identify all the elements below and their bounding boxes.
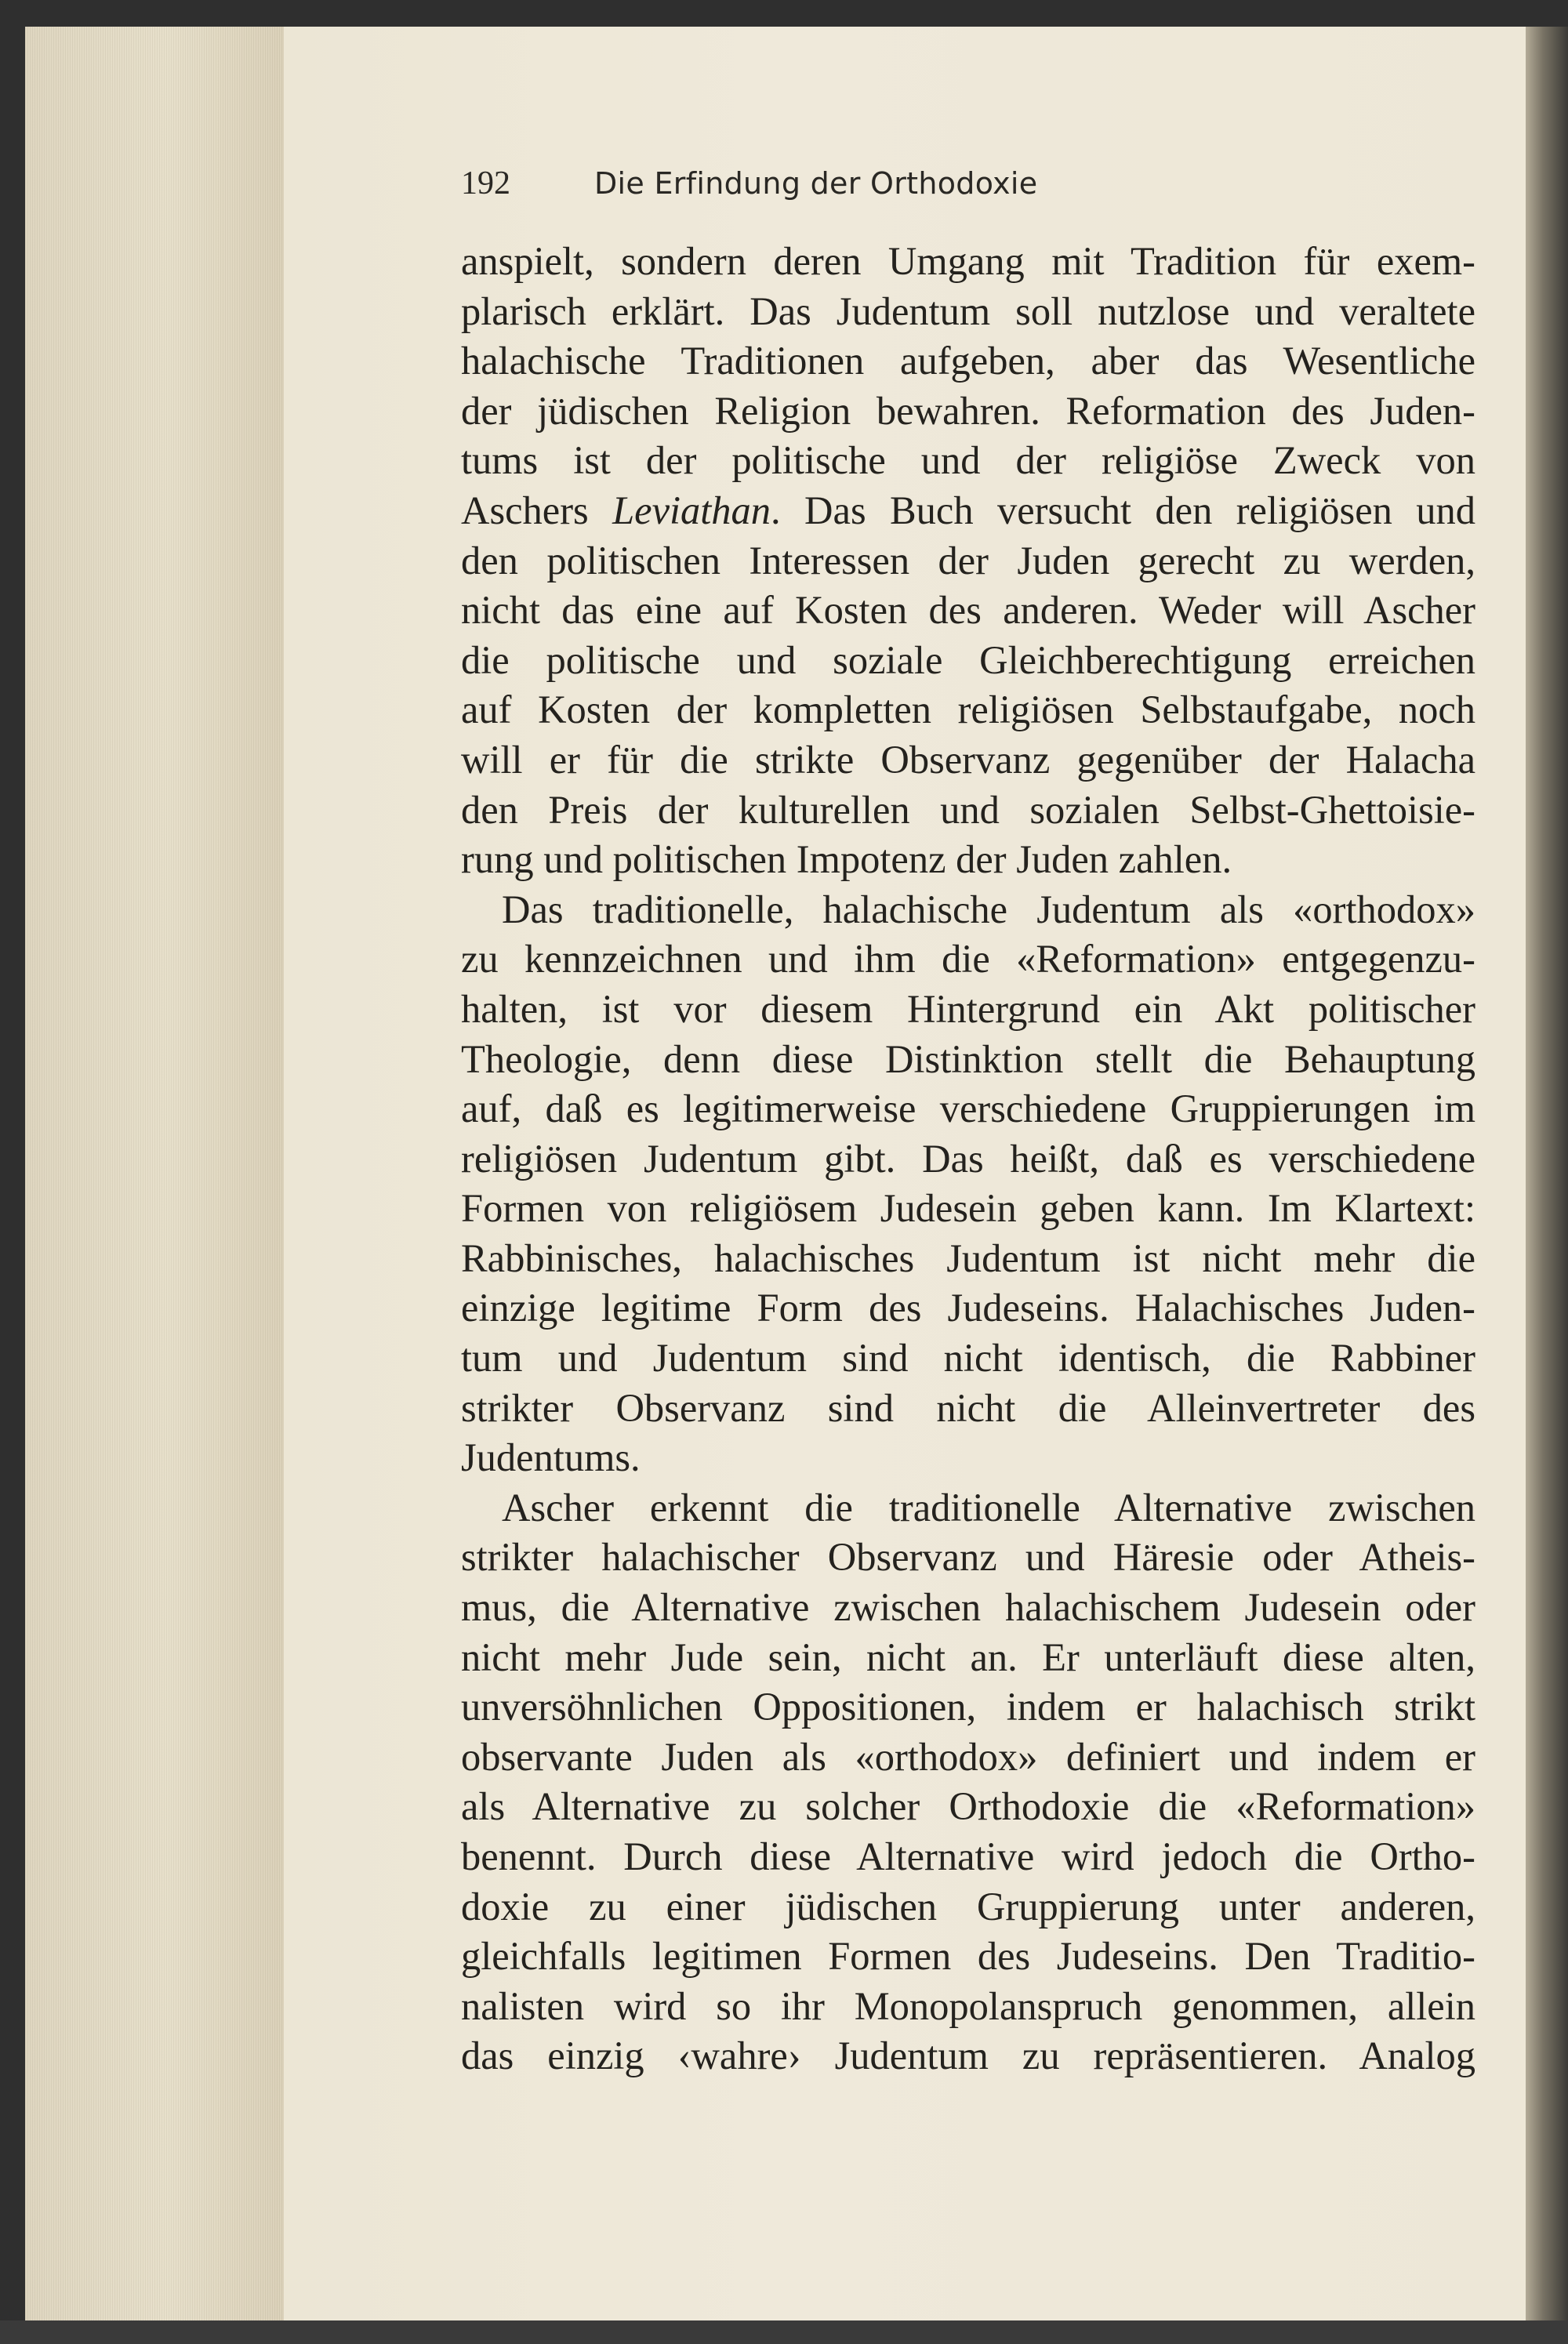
text-line: doxie zu einer jüdischen Gruppierung unter anderen, bbox=[461, 1884, 1475, 1929]
text-line: der jüdischen Religion bewahren. Reformation des Juden- bbox=[461, 388, 1475, 433]
text-line: tum und Judentum sind nicht identisch, die Rabbiner bbox=[461, 1336, 1475, 1381]
text-line: zu kennzeichnen und ihm die «Reformation» entgegenzu- bbox=[461, 937, 1475, 982]
text-line: Theologie, denn diese Distinktion stellt die Behauptung bbox=[461, 1036, 1475, 1081]
running-head-title: Die Erfindung der Orthodoxie bbox=[594, 166, 1038, 201]
text-line: Judentums. bbox=[461, 1435, 641, 1480]
text-line: unversöhnlichen Oppositionen, indem er halachisch strikt bbox=[461, 1685, 1475, 1729]
text-line: plarisch erklärt. Das Judentum soll nutzlose und veraltete bbox=[461, 288, 1475, 333]
text-line: will er für die strikte Observanz gegenüber der Halacha bbox=[461, 737, 1475, 782]
book-title-italic: Leviathan bbox=[612, 488, 771, 532]
text-line: auf Kosten der kompletten religiösen Selbstaufgabe, noch bbox=[461, 688, 1475, 732]
body-text bbox=[461, 237, 1475, 2081]
text-line: nicht mehr Jude sein, nicht an. Er unterläuft diese alten, bbox=[461, 1635, 1475, 1679]
running-head bbox=[461, 165, 1037, 202]
text-line: den politischen Interessen der Juden gerecht zu werden, bbox=[461, 538, 1475, 582]
text-line: nicht das eine auf Kosten des anderen. Weder will Ascher bbox=[461, 588, 1475, 633]
text-line: Ascher erkennt die traditionelle Alternative zwischen bbox=[502, 1485, 1475, 1529]
text-line: mus, die Alternative zwischen halachischem Judesein oder bbox=[461, 1585, 1475, 1630]
text-line: anspielt, sondern deren Umgang mit Tradition für exem- bbox=[461, 239, 1475, 283]
text-line: einzige legitime Form des Judeseins. Halachisches Juden- bbox=[461, 1286, 1475, 1330]
text-line: den Preis der kulturellen und sozialen Selbst-Ghettoisie- bbox=[461, 787, 1475, 832]
text-line: auf, daß es legitimerweise verschiedene Gruppierungen im bbox=[461, 1087, 1475, 1131]
paragraph-1 bbox=[461, 237, 1475, 885]
text-fragment: . Das Buch versucht den religiösen und bbox=[771, 488, 1475, 532]
text-line: religiösen Judentum gibt. Das heißt, daß es verschiedene bbox=[461, 1136, 1475, 1181]
text-line: die politische und soziale Gleichberechtigung erreichen bbox=[461, 637, 1475, 682]
text-line: nalisten wird so ihr Monopolanspruch genommen, allein bbox=[461, 1983, 1475, 2028]
text-line-with-title bbox=[461, 486, 1475, 536]
text-line: strikter Observanz sind nicht die Alleinvertreter des bbox=[461, 1385, 1475, 1430]
text-line: rung und politischen Impotenz der Juden zahlen. bbox=[461, 837, 1232, 882]
text-line: Rabbinisches, halachisches Judentum ist nicht mehr die bbox=[461, 1235, 1475, 1280]
paragraph-3 bbox=[461, 1483, 1475, 2081]
text-line: das einzig ‹wahre› Judentum zu repräsentieren. Analog bbox=[461, 2034, 1475, 2078]
scan-border bbox=[0, 2320, 1568, 2344]
page-number: 192 bbox=[461, 165, 510, 201]
text-line: observante Juden als «orthodox» definiert und indem er bbox=[461, 1734, 1475, 1779]
text-line: tums ist der politische und der religiöse Zweck von bbox=[461, 438, 1475, 483]
paragraph-2 bbox=[461, 885, 1475, 1483]
binding-shadow bbox=[1526, 27, 1568, 2331]
text-fragment: Aschers bbox=[461, 488, 613, 532]
text-line: halachische Traditionen aufgeben, aber das Wesentliche bbox=[461, 339, 1475, 383]
text-line: gleichfalls legitimen Formen des Judeseins. Den Traditio- bbox=[461, 1934, 1475, 1979]
text-line: Formen von religiösem Judesein geben kann. Im Klartext: bbox=[461, 1186, 1475, 1231]
text-line: strikter halachischer Observanz und Häresie oder Atheis- bbox=[461, 1535, 1475, 1580]
text-line: halten, ist vor diesem Hintergrund ein Akt politischer bbox=[461, 986, 1475, 1031]
text-line: benennt. Durch diese Alternative wird jedoch die Ortho- bbox=[461, 1834, 1475, 1878]
text-line: Das traditionelle, halachische Judentum als «orthodox» bbox=[502, 887, 1475, 931]
page-edges bbox=[25, 27, 285, 2331]
text-line: als Alternative zu solcher Orthodoxie die «Reformation» bbox=[461, 1784, 1475, 1829]
